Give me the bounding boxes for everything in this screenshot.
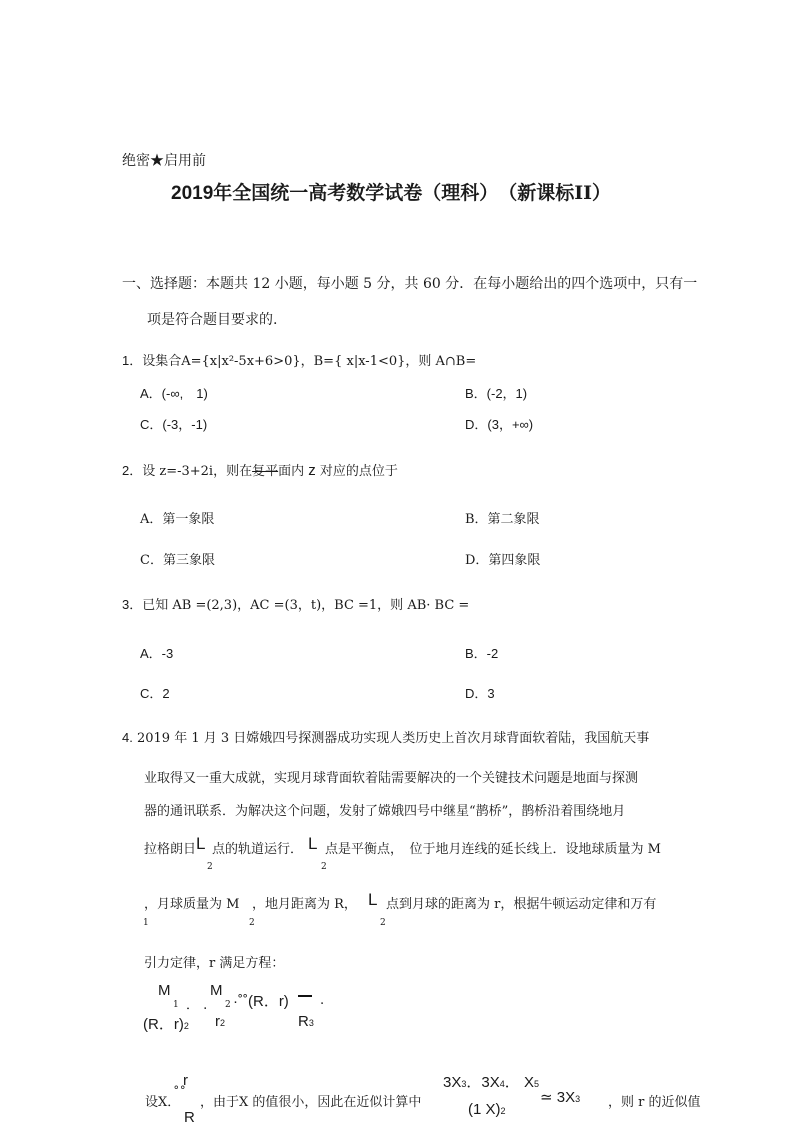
num-mid: ．3X [466, 1074, 500, 1091]
question-1 [122, 350, 476, 369]
eq-den3 [298, 1013, 314, 1030]
title-year: 2019 [171, 183, 214, 204]
since-text: ，由于X 的值很小，因此在近似计算中 [200, 1095, 422, 1110]
q4-line6: 引力定律，r 满足方程： [144, 956, 285, 971]
q1-option-d: D．(3，+∞) [465, 417, 534, 432]
frac-R: R [184, 1109, 195, 1126]
subscript: 2 [249, 918, 255, 928]
circ-marks: ˚˚ [173, 1086, 186, 1101]
section-heading-line2: 项是符合题目要求的. [147, 312, 278, 328]
eq-den2 [215, 1013, 225, 1030]
numerator [443, 1071, 539, 1092]
q2-option-b: B．第二象限 [465, 512, 540, 527]
superscript: 3 [461, 1079, 467, 1089]
l-symbol: L [196, 834, 206, 853]
stem-part: 对应的点位于 [319, 464, 398, 479]
subscript: 2 [321, 862, 327, 872]
eq-m1: M [158, 982, 171, 999]
question-number: 2． [122, 463, 143, 478]
subscript: 2 [380, 918, 386, 928]
num-dot: ． [504, 1074, 520, 1091]
q3-option-b: B．-2 [465, 646, 499, 661]
approx-3x3 [540, 1088, 580, 1106]
num-3x: 3X [443, 1074, 462, 1091]
q4-line5-c: 点到月球的距离为 r，根据牛顿运动定律和万有 [386, 897, 657, 912]
q4-line5-b: ，地月距离为 R， [252, 897, 357, 912]
stem-z: z [308, 462, 316, 479]
eq-mid: ·˚˚(R．r) [233, 993, 289, 1010]
approx-text: ≃ 3X [540, 1089, 576, 1106]
superscript: 5 [533, 1079, 539, 1089]
eq-den1 [143, 1013, 189, 1034]
question-4-line1 [122, 727, 649, 746]
stem-part: 面内 [278, 464, 305, 479]
subscript: 2 [225, 1000, 231, 1010]
question-3 [122, 594, 469, 613]
set-x: 设X． [145, 1095, 181, 1110]
eq-den3-text: R [298, 1013, 309, 1030]
q2-option-d: D．第四象限 [465, 553, 541, 568]
l-symbol: L [368, 890, 378, 909]
q4-line4-c: 点是平衡点， 位于地月连线的延长线上．设地球质量为 M [325, 842, 661, 857]
q3-option-d: D．3 [465, 686, 495, 701]
subscript: 2 [207, 862, 213, 872]
fraction-bar [298, 995, 312, 997]
tail-text: ，则 r 的近似值 [608, 1095, 701, 1110]
q1-option-a: A．(-∞, 1) [140, 386, 208, 401]
q2-option-c: C．第三象限 [140, 553, 215, 568]
question-text: 2019 年 1 月 3 日嫦娥四号探测器成功实现人类历史上首次月球背面软着陆，我国航天事 [136, 731, 650, 746]
superscript: 4 [499, 1079, 505, 1089]
question-4-line3: 器的通讯联系．为解决这个问题，发射了嫦娥四号中继星“鹊桥”，鹊桥沿着围绕地月 [144, 804, 626, 819]
eq-period: . [320, 993, 325, 1008]
l-symbol: L [308, 834, 318, 853]
superscript: 2 [220, 1018, 226, 1028]
superscript: 2 [183, 1021, 189, 1031]
eq-m2: M [210, 982, 223, 999]
q1-option-b: B．(-2，1) [465, 386, 528, 401]
superscript: 3 [575, 1094, 581, 1104]
q3-option-c: C．2 [140, 686, 170, 701]
question-stem: 设集合A={x|x²-5x+6>0}，B={ x|x-1<0}，则 A∩B= [142, 354, 477, 369]
subscript: 1 [173, 1000, 179, 1010]
confidential-label: 绝密★启用前 [122, 153, 206, 169]
page-title [171, 178, 611, 205]
stem-part: 设 z=-3+2i，则在 [142, 464, 253, 479]
question-stem: 已知 AB =(2,3)，AC =(3，t)，BC =1，则 AB· BC = [142, 598, 470, 613]
q2-option-a: A．第一象限 [140, 512, 215, 527]
q3-option-a: A．-3 [140, 646, 174, 661]
num-x: X [523, 1074, 534, 1091]
subscript: 1 [143, 918, 149, 928]
question-number: 3． [122, 597, 143, 612]
question-4-line2: 业取得又一重大成就，实现月球背面软着陆需要解决的一个关键技术问题是地面与探测 [144, 771, 639, 786]
question-number: 4. [122, 730, 133, 745]
superscript: 3 [308, 1018, 314, 1028]
denominator [468, 1101, 506, 1118]
superscript: 2 [500, 1106, 506, 1116]
q1-option-c: C．(-3，-1) [140, 417, 208, 432]
stem-struck: 复平 [252, 464, 279, 479]
den-text: (1 X) [468, 1101, 501, 1118]
eq-dots: ． . [186, 998, 208, 1013]
title-text: 年全国统一高考数学试卷（理科） （新课标II） [213, 182, 612, 204]
q4-line5-a: ，月球质量为 M [144, 897, 240, 912]
question-number: 1． [122, 353, 143, 368]
q4-line4-b: 点的轨道运行． [212, 842, 304, 857]
eq-den2-text: r [215, 1013, 220, 1030]
q4-line4-a: 拉格朗日 [144, 842, 197, 857]
section-heading-line1: 一、选择题：本题共 12 小题，每小题 5 分，共 60 分．在每小题给出的四个选项中，只有一 [122, 276, 698, 292]
frac-r: r [183, 1072, 188, 1089]
question-2 [122, 460, 398, 479]
eq-den1-text: (R．r) [143, 1016, 184, 1033]
